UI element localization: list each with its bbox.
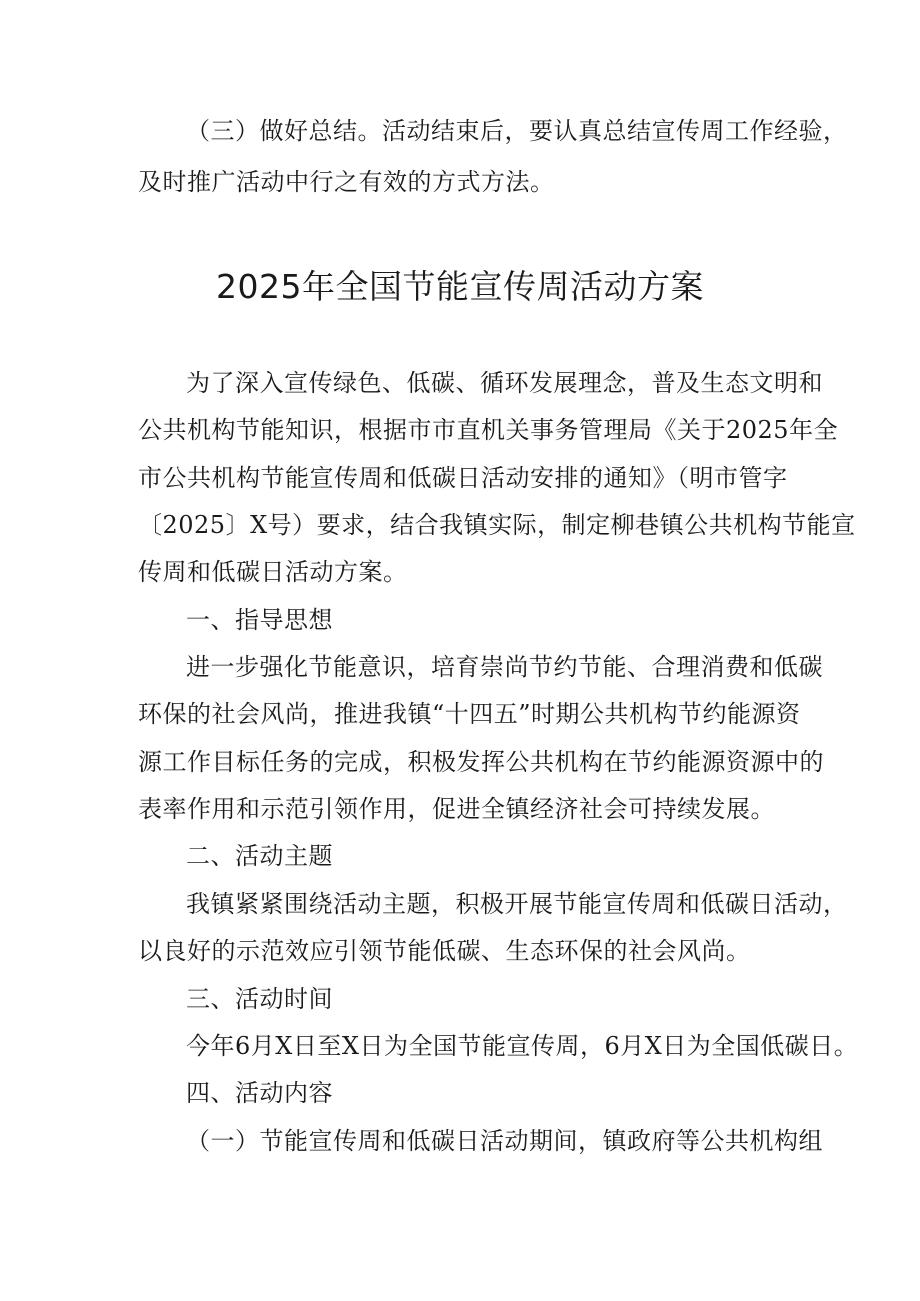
section-3-heading: 三、活动时间 xyxy=(186,985,333,1013)
carryover-line-1: （三）做好总结。活动结束后，要认真总结宣传周工作经验， xyxy=(186,117,848,145)
intro-line-4: 〔2025〕X号）要求，结合我镇实际，制定柳巷镇公共机构节能宣 xyxy=(138,511,856,539)
intro-line-3: 市公共机构节能宣传周和低碳日活动安排的通知》（明市管字 xyxy=(138,464,788,492)
intro-line-5: 传周和低碳日活动方案。 xyxy=(138,558,408,586)
section-1-line-2: 环保的社会风尚，推进我镇“十四五”时期公共机构节约能源资 xyxy=(138,700,801,728)
section-1-heading: 一、指导思想 xyxy=(186,606,333,634)
intro-line-1: 为了深入宣传绿色、低碳、循环发展理念，普及生态文明和 xyxy=(186,369,823,397)
section-3-line-1: 今年6月X日至X日为全国节能宣传周，6月X日为全国低碳日。 xyxy=(186,1032,859,1060)
document-title: 2025年全国节能宣传周活动方案 xyxy=(216,267,704,306)
intro-line-2: 公共机构节能知识，根据市市直机关事务管理局《关于2025年全 xyxy=(138,416,839,444)
section-1-line-4: 表率作用和示范引领作用，促进全镇经济社会可持续发展。 xyxy=(138,795,775,823)
section-2-line-1: 我镇紧紧围绕活动主题，积极开展节能宣传周和低碳日活动， xyxy=(186,890,848,918)
section-1-line-3: 源工作目标任务的完成，积极发挥公共机构在节约能源资源中的 xyxy=(138,748,824,776)
section-4-line-1: （一）节能宣传周和低碳日活动期间，镇政府等公共机构组 xyxy=(186,1127,823,1155)
section-2-line-2: 以良好的示范效应引领节能低碳、生态环保的社会风尚。 xyxy=(138,937,751,965)
section-2-heading: 二、活动主题 xyxy=(186,842,333,870)
section-1-line-1: 进一步强化节能意识，培育崇尚节约节能、合理消费和低碳 xyxy=(186,653,823,681)
carryover-line-2: 及时推广活动中行之有效的方式方法。 xyxy=(138,168,555,196)
section-4-heading: 四、活动内容 xyxy=(186,1079,333,1107)
